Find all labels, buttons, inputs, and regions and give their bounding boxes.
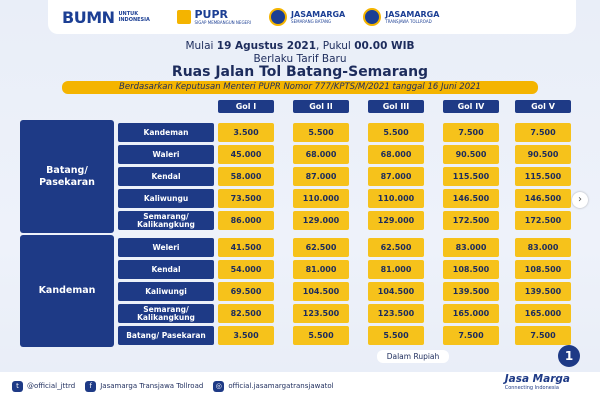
tariff-cell: 108.500	[515, 260, 571, 279]
jtt-logo-sub: TRANSJAWA TOLLROAD	[385, 19, 432, 24]
tariff-cell: 3.500	[218, 326, 274, 345]
tariff-cell: 90.500	[515, 145, 571, 164]
facebook-handle: Jasamarga Transjawa Tollroad	[100, 382, 204, 390]
destination-label: Kendal	[118, 167, 214, 186]
tariff-cell: 87.000	[368, 167, 424, 186]
effective-date-line	[0, 40, 600, 52]
brand-name: Jasa Marga	[504, 373, 570, 385]
column-header: Gol III	[368, 100, 424, 113]
pupr-logo-sub: SIGAP MEMBANGUN NEGERI	[194, 20, 252, 25]
pupr-emblem-icon	[177, 10, 191, 24]
tariff-cell: 123.500	[293, 304, 349, 323]
tariff-cell: 129.000	[293, 211, 349, 230]
jasa-marga-brand	[505, 373, 570, 391]
column-header: Gol I	[218, 100, 274, 113]
destination-label: Waleri	[118, 145, 214, 164]
tariff-cell: 172.500	[443, 211, 499, 230]
tariff-cell: 104.500	[368, 282, 424, 301]
tariff-cell: 86.000	[218, 211, 274, 230]
effective-mid: , Pukul	[316, 40, 355, 52]
effective-date: 19 Agustus 2021	[216, 40, 317, 52]
tariff-cell: 5.500	[293, 123, 349, 142]
tariff-cell: 73.500	[218, 189, 274, 208]
destination-label: Kandeman	[118, 123, 214, 142]
tariff-cell: 110.000	[368, 189, 424, 208]
tariff-cell: 41.500	[218, 238, 274, 257]
tariff-cell: 7.500	[515, 123, 571, 142]
destination-label: Kaliwungi	[118, 282, 214, 301]
jtt-logo-text: JASAMARGA	[385, 10, 440, 19]
tariff-cell: 87.000	[293, 167, 349, 186]
tariff-cell: 7.500	[515, 326, 571, 345]
tariff-cell: 81.000	[293, 260, 349, 279]
brand-tagline: Connecting Indonesia	[504, 385, 559, 391]
destination-label: Batang/ Pasekaran	[118, 326, 214, 345]
decree-subtitle: Berdasarkan Keputusan Menteri PUPR Nomor 777/KPTS/M/2021 tanggal 16 Juni 2021	[62, 81, 538, 94]
instagram-icon: ◎	[213, 381, 224, 392]
instagram-handle: official.jasamargatransjawatol	[228, 382, 334, 390]
tariff-cell: 5.500	[293, 326, 349, 345]
jtt-emblem-icon	[363, 8, 381, 26]
destination-label: Kaliwungu	[118, 189, 214, 208]
column-header: Gol V	[515, 100, 571, 113]
footer-instagram[interactable]	[213, 381, 333, 392]
tariff-cell: 3.500	[218, 123, 274, 142]
new-tariff-line: Berlaku Tarif Baru	[253, 53, 347, 65]
tariff-cell: 5.500	[368, 123, 424, 142]
column-header: Gol IV	[443, 100, 499, 113]
currency-note: Dalam Rupiah	[377, 350, 449, 363]
tariff-cell: 83.000	[443, 238, 499, 257]
logo-bar	[48, 0, 576, 34]
next-arrow-icon[interactable]: ›	[572, 192, 588, 208]
destination-label: Semarang/ Kalikangkung	[118, 304, 214, 323]
tariff-cell: 7.500	[443, 123, 499, 142]
tariff-cell: 58.000	[218, 167, 274, 186]
jtt-logo	[363, 8, 439, 26]
tariff-cell: 83.000	[515, 238, 571, 257]
tariff-cell: 108.500	[443, 260, 499, 279]
tariff-cell: 81.000	[368, 260, 424, 279]
pupr-logo	[177, 9, 252, 25]
tariff-cell: 172.500	[515, 211, 571, 230]
tariff-cell: 7.500	[443, 326, 499, 345]
destination-label: Weleri	[118, 238, 214, 257]
destination-label: Kendal	[118, 260, 214, 279]
facebook-icon: f	[85, 381, 96, 392]
jsm-logo-text: JASAMARGA	[291, 10, 346, 19]
bumn-logo-text: BUMN	[62, 7, 115, 27]
tariff-cell: 139.500	[515, 282, 571, 301]
twitter-handle: @official_jttrd	[27, 382, 76, 390]
tariff-cell: 69.500	[218, 282, 274, 301]
destination-label: Semarang/ Kalikangkung	[118, 211, 214, 230]
effective-prefix: Mulai	[185, 40, 217, 52]
jsm-emblem-icon	[269, 8, 287, 26]
tariff-cell: 5.500	[368, 326, 424, 345]
tariff-cell: 115.500	[443, 167, 499, 186]
tariff-cell: 90.500	[443, 145, 499, 164]
effective-time: 00.00 WIB	[354, 40, 415, 52]
tariff-cell: 68.000	[293, 145, 349, 164]
page-title: Ruas Jalan Tol Batang-Semarang	[171, 64, 429, 80]
tariff-cell: 110.000	[293, 189, 349, 208]
tariff-cell: 54.000	[218, 260, 274, 279]
tariff-cell: 104.500	[293, 282, 349, 301]
bumn-logo-sub: UNTUK INDONESIA	[118, 11, 150, 23]
column-header: Gol II	[293, 100, 349, 113]
twitter-icon: t	[12, 381, 23, 392]
pupr-logo-text: PUPR	[194, 8, 229, 21]
tariff-cell: 139.500	[443, 282, 499, 301]
tariff-cell: 146.500	[515, 189, 571, 208]
tariff-cell: 129.000	[368, 211, 424, 230]
tariff-cell: 82.500	[218, 304, 274, 323]
tariff-cell: 45.000	[218, 145, 274, 164]
jsm-logo	[269, 8, 345, 26]
footer-twitter[interactable]	[12, 381, 75, 392]
tariff-cell: 115.500	[515, 167, 571, 186]
bumn-logo	[62, 8, 159, 27]
tariff-cell: 62.500	[368, 238, 424, 257]
tariff-cell: 68.000	[368, 145, 424, 164]
tariff-cell: 146.500	[443, 189, 499, 208]
origin-group-label: Kandeman	[20, 235, 114, 347]
jsm-logo-sub: SEMARANG BATANG	[291, 19, 332, 24]
page-number: 1	[558, 345, 580, 367]
tariff-cell: 62.500	[293, 238, 349, 257]
origin-group-label: Batang/ Pasekaran	[20, 120, 114, 233]
tariff-cell: 123.500	[368, 304, 424, 323]
footer-facebook[interactable]	[85, 381, 203, 392]
tariff-cell: 165.000	[443, 304, 499, 323]
tariff-cell: 165.000	[515, 304, 571, 323]
